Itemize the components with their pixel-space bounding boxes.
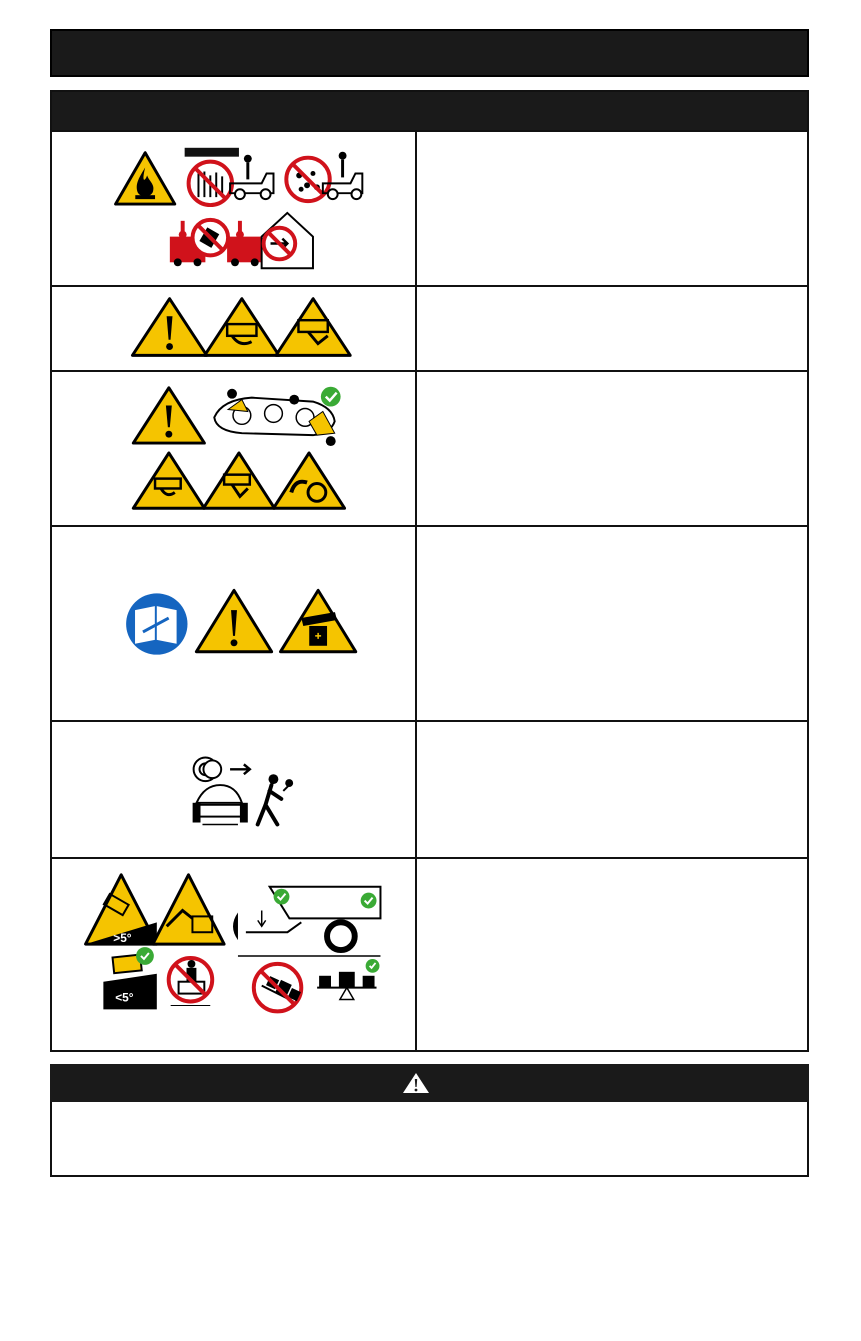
- no-heavy-load-icon: [254, 964, 302, 1012]
- warning-box: [50, 1102, 809, 1177]
- slope-over-label: >5°: [113, 931, 132, 946]
- table-row: [52, 525, 807, 720]
- table-row: [52, 130, 807, 285]
- row-image-cell: [52, 132, 417, 285]
- trailer-hitch-icon: [233, 887, 380, 956]
- slope-over-5-icon: [86, 875, 157, 945]
- table-header: [52, 92, 807, 130]
- slope-under-label: <5°: [115, 990, 134, 1005]
- check-icon: [321, 387, 341, 407]
- mower-deck-icon: [214, 389, 335, 446]
- table-row: [52, 857, 807, 1050]
- foot-crush-icon: [276, 299, 350, 356]
- row-image-cell: [52, 287, 417, 370]
- read-manual-icon: [126, 593, 187, 654]
- table-row: [52, 285, 807, 370]
- warning-header: [50, 1064, 809, 1102]
- row-text-cell: [419, 859, 807, 1050]
- general-warning-icon: [132, 299, 206, 356]
- table-row: [52, 720, 807, 857]
- row-image-cell: [52, 859, 417, 1050]
- row-image-cell: [52, 372, 417, 525]
- row-text-cell: [419, 722, 807, 857]
- fire-warning-icon: [116, 153, 175, 204]
- general-warning-icon: [133, 388, 204, 443]
- balanced-load-icon: [317, 959, 379, 1000]
- walk-away-icon: [258, 774, 293, 824]
- mower-front-icon: [193, 785, 248, 824]
- slope-and-load-pictograms: [52, 859, 417, 1050]
- document-title-bar: [50, 29, 809, 77]
- key-removal-pictograms: [52, 722, 417, 857]
- blade-warning-pictograms: [52, 372, 417, 525]
- row-text-cell: [419, 287, 807, 370]
- row-text-cell: [419, 132, 807, 285]
- fire-safety-pictograms: [52, 132, 417, 285]
- no-leaves-icon: [286, 152, 362, 201]
- tipping-icon: [153, 875, 224, 944]
- foot-cut-icon: [203, 453, 274, 508]
- general-warning-icon: [196, 590, 271, 651]
- row-image-cell: [52, 722, 417, 857]
- row-image-cell: [52, 527, 417, 720]
- hot-engine-no-fuel-icon: [170, 220, 228, 266]
- slope-under-5-icon: [103, 947, 156, 1009]
- battery-icon: [281, 590, 356, 651]
- row-text-cell: [419, 527, 807, 720]
- battery-warning-pictograms: [52, 527, 417, 720]
- table-row: [52, 370, 807, 525]
- crush-warning-pictograms: [52, 287, 417, 370]
- hot-engine-no-storage-icon: [227, 213, 313, 268]
- hand-crush-icon: [205, 299, 279, 356]
- no-rider-icon: [169, 958, 213, 1006]
- safety-table: [50, 90, 809, 1052]
- remove-key-icon: [194, 757, 250, 781]
- row-text-cell: [419, 372, 807, 525]
- belt-entanglement-icon: [273, 453, 344, 508]
- hand-cut-icon: [133, 453, 204, 508]
- warning-triangle-icon: [402, 1072, 430, 1094]
- no-debris-icon: [185, 148, 274, 205]
